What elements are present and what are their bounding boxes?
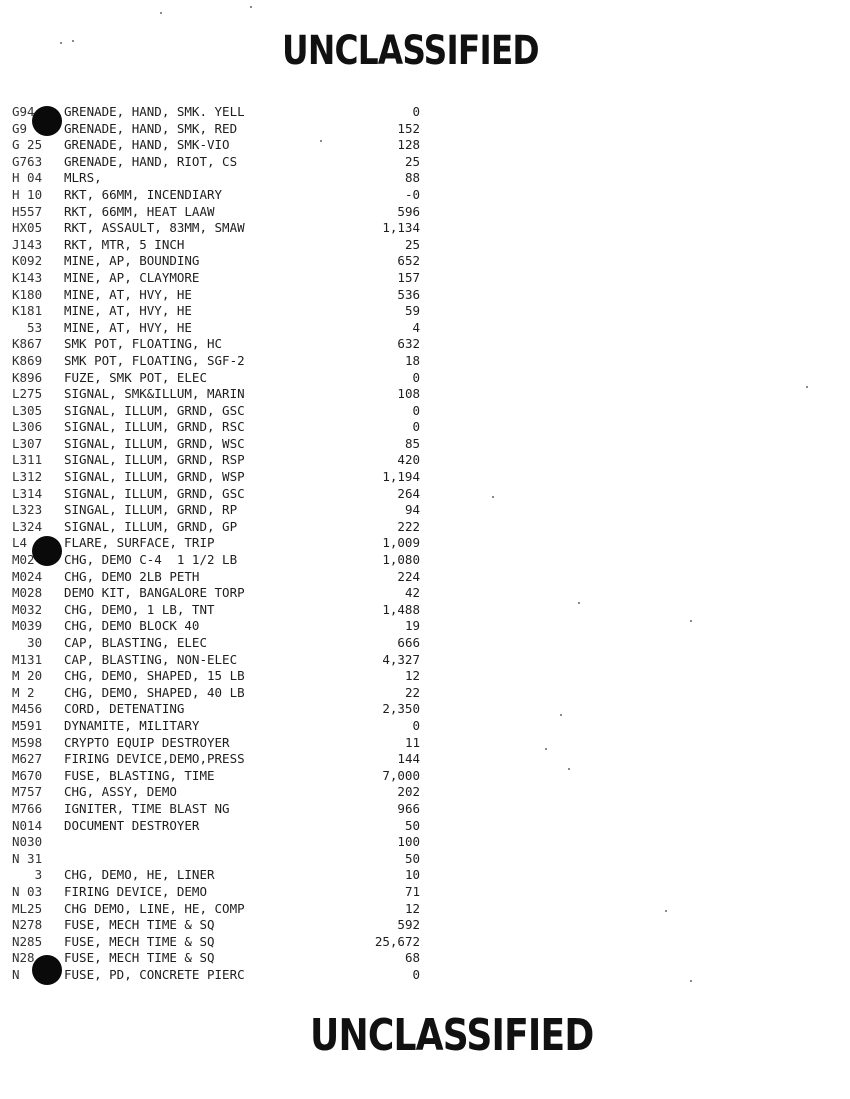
item-quantity: 12 <box>404 668 420 684</box>
item-description: CORD, DETENATING <box>64 701 185 717</box>
item-code: M627 <box>12 751 43 767</box>
scan-speck <box>60 42 62 44</box>
item-description: SIGNAL, ILLUM, GRND, RSC <box>64 419 245 435</box>
item-code: K092 <box>12 253 43 269</box>
item-code: N 31 <box>12 850 43 866</box>
item-code: M598 <box>12 734 43 750</box>
item-quantity: 1,080 <box>382 552 420 568</box>
item-quantity: 632 <box>397 336 420 352</box>
item-description: FUSE, MECH TIME & SQ <box>64 917 215 933</box>
item-code: K180 <box>12 286 43 302</box>
scan-speck <box>690 620 692 622</box>
item-code: N278 <box>12 917 43 933</box>
item-description: CAP, BLASTING, NON-ELEC <box>64 651 238 667</box>
item-code: L306 <box>12 419 43 435</box>
item-description: FUSE, PD, CONCRETE PIERC <box>64 966 245 982</box>
item-description: MINE, AT, HVY, HE <box>64 303 192 319</box>
list-item <box>12 104 432 121</box>
item-quantity: 152 <box>397 120 420 136</box>
item-description: CHG, DEMO, SHAPED, 40 LB <box>64 684 245 700</box>
list-item <box>12 320 432 337</box>
item-description: RKT, MTR, 5 INCH <box>64 236 185 252</box>
item-code: M 20 <box>12 668 43 684</box>
item-quantity: 224 <box>397 568 420 584</box>
item-quantity: 652 <box>397 253 420 269</box>
list-item <box>12 585 432 602</box>
item-description: MINE, AT, HVY, HE <box>64 319 192 335</box>
item-quantity: 592 <box>397 917 420 933</box>
item-description: SINGAL, ILLUM, GRND, RP <box>64 502 238 518</box>
list-item <box>12 917 432 934</box>
list-item <box>12 801 432 818</box>
item-description: FUSE, BLASTING, TIME <box>64 767 215 783</box>
item-code: L4 <box>12 535 28 551</box>
item-quantity: 7,000 <box>382 767 420 783</box>
item-description: CHG, ASSY, DEMO <box>64 784 177 800</box>
item-description: FLARE, SURFACE, TRIP <box>64 535 215 551</box>
item-quantity: 0 <box>412 966 420 982</box>
item-quantity: 0 <box>412 717 420 733</box>
scan-speck <box>320 140 322 142</box>
item-description: GRENADE, HAND, SMK, RED <box>64 120 238 136</box>
item-quantity: 202 <box>397 784 420 800</box>
item-code: L324 <box>12 518 43 534</box>
item-code: J143 <box>12 236 43 252</box>
item-code: HX05 <box>12 220 43 236</box>
list-item <box>12 419 432 436</box>
item-quantity: 1,194 <box>382 469 420 485</box>
item-code: M032 <box>12 601 43 617</box>
item-code: L305 <box>12 402 43 418</box>
list-item <box>12 370 432 387</box>
scan-speck <box>250 6 252 8</box>
item-quantity: 68 <box>404 950 420 966</box>
item-description: RKT, 66MM, HEAT LAAW <box>64 203 215 219</box>
list-item <box>12 287 432 304</box>
item-code: N014 <box>12 817 43 833</box>
item-code: K867 <box>12 336 43 352</box>
item-description: MINE, AP, CLAYMORE <box>64 269 200 285</box>
scan-speck <box>665 910 667 912</box>
list-item <box>12 867 432 884</box>
item-code: G763 <box>12 153 43 169</box>
list-item <box>12 735 432 752</box>
item-code: M591 <box>12 717 43 733</box>
item-code: N030 <box>12 834 43 850</box>
item-code: G 25 <box>12 137 43 153</box>
item-code: K869 <box>12 352 43 368</box>
item-code: N 03 <box>12 883 43 899</box>
item-quantity: 85 <box>404 435 420 451</box>
item-description: FIRING DEVICE,DEMO,PRESS <box>64 751 245 767</box>
list-item <box>12 452 432 469</box>
item-description: SIGNAL, ILLUM, GRND, GSC <box>64 485 245 501</box>
item-description: FIRING DEVICE, DEMO <box>64 883 207 899</box>
item-code: M024 <box>12 568 43 584</box>
list-item <box>12 469 432 486</box>
item-description: SMK POT, FLOATING, HC <box>64 336 223 352</box>
item-code: M 2 <box>12 684 35 700</box>
scan-speck <box>806 386 808 388</box>
list-item <box>12 784 432 801</box>
item-description: CHG, DEMO BLOCK 40 <box>64 618 200 634</box>
item-code: 30 <box>12 635 43 650</box>
list-item <box>12 569 432 586</box>
scan-speck <box>690 980 692 982</box>
classification-stamp-top: UNCLASSIFIED <box>282 28 539 74</box>
item-description: CHG, DEMO 2LB PETH <box>64 568 200 584</box>
item-quantity: 25 <box>404 236 420 252</box>
item-code: L275 <box>12 386 43 402</box>
item-description: CHG, DEMO, SHAPED, 15 LB <box>64 668 245 684</box>
list-item <box>12 353 432 370</box>
item-quantity: 264 <box>397 485 420 501</box>
item-description: CHG, DEMO, HE, LINER <box>64 867 215 883</box>
item-code: 3 <box>12 867 43 883</box>
item-quantity: 128 <box>397 137 420 153</box>
item-code: M757 <box>12 784 43 800</box>
item-code: M456 <box>12 701 43 717</box>
list-item <box>12 668 432 685</box>
list-item <box>12 934 432 951</box>
item-quantity: 50 <box>404 817 420 833</box>
item-code: M131 <box>12 651 43 667</box>
list-item <box>12 618 432 635</box>
list-item <box>12 552 432 569</box>
item-quantity: 666 <box>397 635 420 650</box>
item-code: K181 <box>12 303 43 319</box>
item-description: CRYPTO EQUIP DESTROYER <box>64 734 230 750</box>
item-code: L312 <box>12 469 43 485</box>
item-quantity: 11 <box>404 734 420 750</box>
item-code: G9 <box>12 120 28 136</box>
item-quantity: 71 <box>404 883 420 899</box>
item-code: G94 <box>12 104 35 119</box>
item-description: FUSE, MECH TIME & SQ <box>64 950 215 966</box>
item-quantity: 536 <box>397 286 420 302</box>
item-code: N285 <box>12 933 43 949</box>
item-quantity: 4,327 <box>382 651 420 667</box>
item-code: H 10 <box>12 186 43 202</box>
item-description: GRENADE, HAND, SMK. YELL <box>64 104 245 119</box>
list-item <box>12 137 432 154</box>
item-quantity: 59 <box>404 303 420 319</box>
item-quantity: 2,350 <box>382 701 420 717</box>
scan-speck <box>568 768 570 770</box>
item-quantity: 0 <box>412 402 420 418</box>
item-code: M028 <box>12 585 43 601</box>
item-quantity: 94 <box>404 502 420 518</box>
list-item <box>12 635 432 652</box>
item-quantity: 25 <box>404 153 420 169</box>
item-quantity: 1,009 <box>382 535 420 551</box>
item-code: 53 <box>12 319 43 335</box>
item-description: CHG, DEMO, 1 LB, TNT <box>64 601 215 617</box>
item-quantity: 0 <box>412 369 420 385</box>
item-code: L323 <box>12 502 43 518</box>
item-description: GRENADE, HAND, SMK-VIO <box>64 137 230 153</box>
item-code: M766 <box>12 800 43 816</box>
item-description: FUSE, MECH TIME & SQ <box>64 933 215 949</box>
list-item <box>12 851 432 868</box>
list-item <box>12 685 432 702</box>
item-description: SIGNAL, ILLUM, GRND, GP <box>64 518 238 534</box>
item-quantity: 4 <box>412 319 420 335</box>
list-item <box>12 834 432 851</box>
item-description: IGNITER, TIME BLAST NG <box>64 800 230 816</box>
item-description: SIGNAL, SMK&ILLUM, MARIN <box>64 386 245 402</box>
list-item <box>12 386 432 403</box>
scan-speck <box>545 748 547 750</box>
item-code: L311 <box>12 452 43 468</box>
item-description: DEMO KIT, BANGALORE TORP <box>64 585 245 601</box>
item-quantity: 25,672 <box>374 933 420 949</box>
list-item <box>12 901 432 918</box>
list-item <box>12 170 432 187</box>
item-quantity: 10 <box>404 867 420 883</box>
item-code: H 04 <box>12 170 43 186</box>
item-description: RKT, ASSAULT, 83MM, SMAW <box>64 220 245 236</box>
item-quantity: 1,134 <box>382 220 420 236</box>
item-description: MINE, AP, BOUNDING <box>64 253 200 269</box>
item-description: SIGNAL, ILLUM, GRND, RSP <box>64 452 245 468</box>
item-quantity: 157 <box>397 269 420 285</box>
list-item <box>12 154 432 171</box>
item-description: GRENADE, HAND, RIOT, CS <box>64 153 238 169</box>
scan-speck <box>492 496 494 498</box>
item-description: MLRS, <box>64 170 102 186</box>
item-quantity: 0 <box>412 419 420 435</box>
item-quantity: 42 <box>404 585 420 601</box>
list-item <box>12 602 432 619</box>
item-quantity: 50 <box>404 850 420 866</box>
item-description: RKT, 66MM, INCENDIARY <box>64 186 223 202</box>
scan-speck <box>160 12 162 14</box>
list-item <box>12 768 432 785</box>
list-item <box>12 486 432 503</box>
list-item <box>12 253 432 270</box>
list-item <box>12 519 432 536</box>
scan-speck <box>560 714 562 716</box>
list-item <box>12 502 432 519</box>
list-item <box>12 751 432 768</box>
list-item <box>12 237 432 254</box>
scan-speck <box>578 602 580 604</box>
list-item <box>12 303 432 320</box>
list-item <box>12 204 432 221</box>
list-item <box>12 220 432 237</box>
item-code: N <box>12 966 20 982</box>
item-code: L307 <box>12 435 43 451</box>
item-quantity: 88 <box>404 170 420 186</box>
item-code: K896 <box>12 369 43 385</box>
list-item <box>12 701 432 718</box>
item-code: M039 <box>12 618 43 634</box>
item-description: FUZE, SMK POT, ELEC <box>64 369 207 385</box>
item-quantity: 1,488 <box>382 601 420 617</box>
list-item <box>12 336 432 353</box>
item-description: SMK POT, FLOATING, SGF-2 <box>64 352 245 368</box>
item-code: N28 <box>12 950 35 966</box>
item-description: SIGNAL, ILLUM, GRND, GSC <box>64 402 245 418</box>
item-quantity: 19 <box>404 618 420 634</box>
list-item <box>12 718 432 735</box>
item-description: DOCUMENT DESTROYER <box>64 817 200 833</box>
list-item <box>12 652 432 669</box>
item-description: MINE, AT, HVY, HE <box>64 286 192 302</box>
list-item <box>12 436 432 453</box>
list-item <box>12 535 432 552</box>
item-code: K143 <box>12 269 43 285</box>
item-description: CHG, DEMO C-4 1 1/2 LB <box>64 552 238 568</box>
item-quantity: 222 <box>397 518 420 534</box>
item-code: M670 <box>12 767 43 783</box>
classification-stamp-bottom: UNCLASSIFIED <box>310 1010 594 1061</box>
item-code: M02 <box>12 552 35 568</box>
item-description: DYNAMITE, MILITARY <box>64 717 200 733</box>
item-quantity: 966 <box>397 800 420 816</box>
item-quantity: 12 <box>404 900 420 916</box>
item-quantity: 0 <box>412 104 420 119</box>
list-item <box>12 403 432 420</box>
item-code: H557 <box>12 203 43 219</box>
scan-speck <box>72 40 74 42</box>
item-description: CAP, BLASTING, ELEC <box>64 635 207 650</box>
item-quantity: 22 <box>404 684 420 700</box>
item-quantity: 144 <box>397 751 420 767</box>
list-item <box>12 270 432 287</box>
list-item <box>12 967 432 984</box>
list-item <box>12 950 432 967</box>
item-quantity: 18 <box>404 352 420 368</box>
item-quantity: 420 <box>397 452 420 468</box>
inventory-list <box>12 104 432 983</box>
item-code: L314 <box>12 485 43 501</box>
item-description: CHG DEMO, LINE, HE, COMP <box>64 900 245 916</box>
list-item <box>12 187 432 204</box>
item-code: ML25 <box>12 900 43 916</box>
item-quantity: 108 <box>397 386 420 402</box>
item-description: SIGNAL, ILLUM, GRND, WSP <box>64 469 245 485</box>
item-description: SIGNAL, ILLUM, GRND, WSC <box>64 435 245 451</box>
list-item <box>12 818 432 835</box>
item-quantity: 100 <box>397 834 420 850</box>
item-quantity: -0 <box>404 186 420 202</box>
item-quantity: 596 <box>397 203 420 219</box>
list-item <box>12 884 432 901</box>
list-item <box>12 121 432 138</box>
